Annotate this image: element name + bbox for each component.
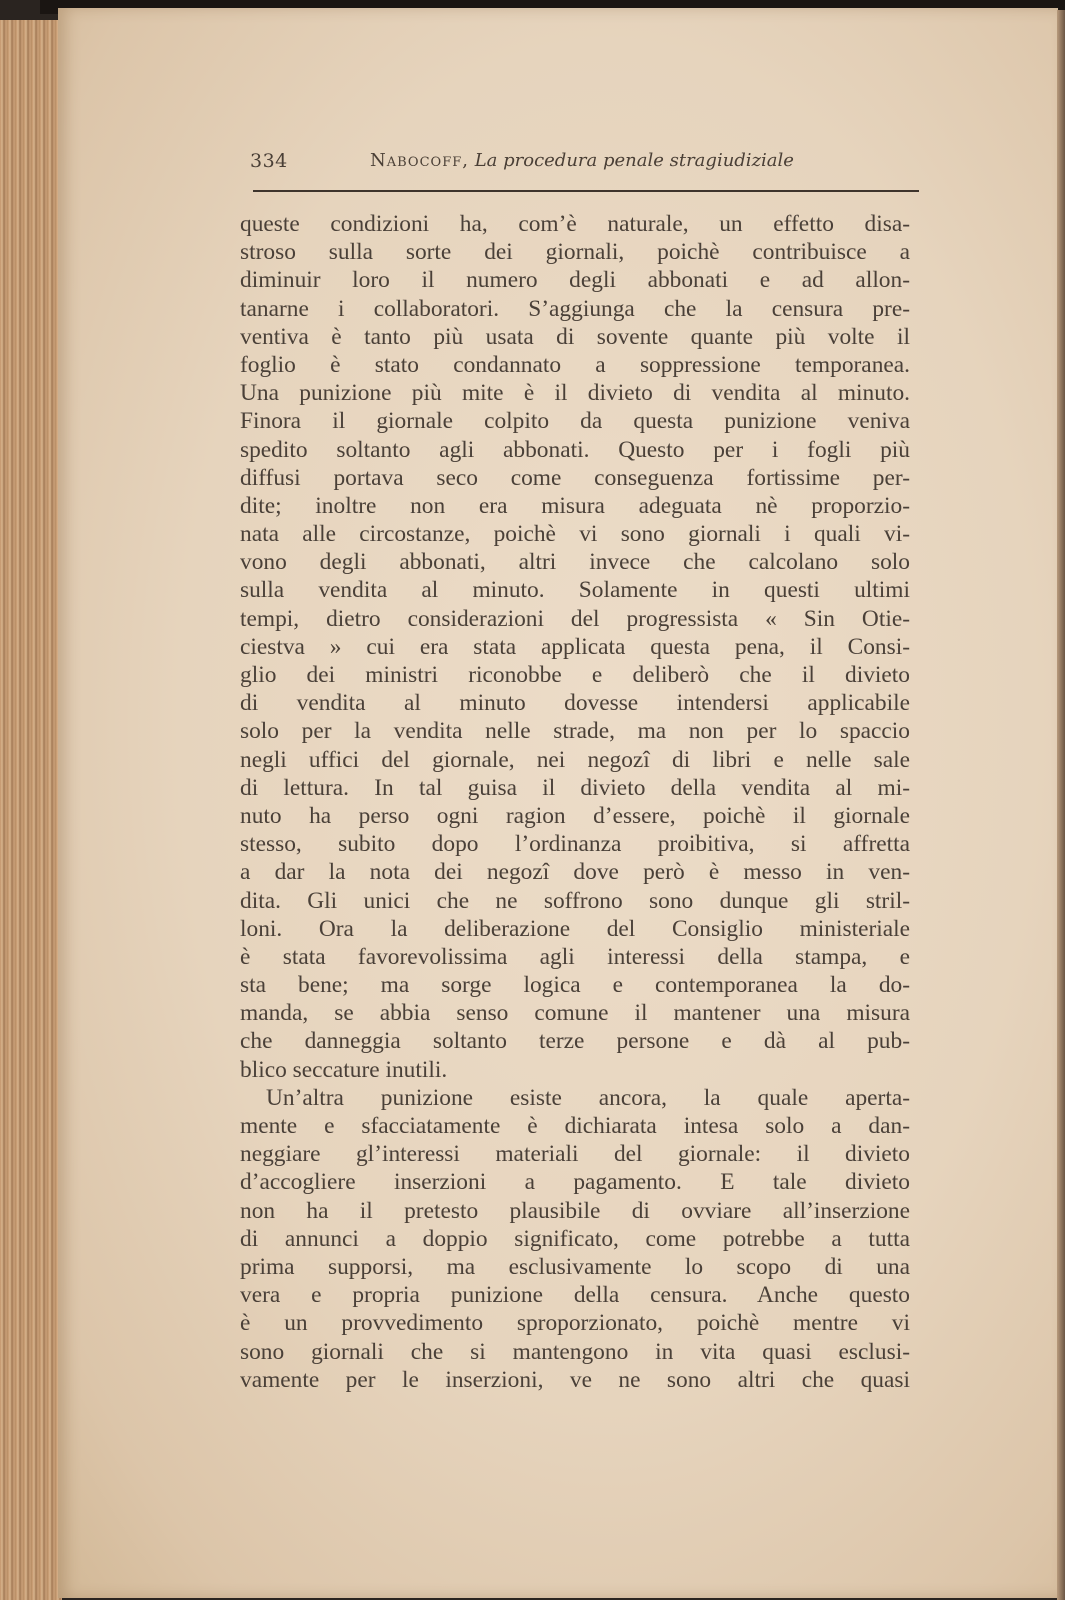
text-line: dita. Gli unici che ne soffrono sono dunque gli stril-: [240, 887, 910, 914]
text-line: sulla vendita al minuto. Solamente in questi ultimi: [240, 577, 910, 604]
text-line: tanarne i collaboratori. S’aggiunga che la censura pre-: [240, 295, 910, 322]
text-line: ciestva » cui era stata applicata questa pena, il Consi-: [240, 633, 910, 660]
text-line: sono giornali che si mantengono in vita quasi esclusi-: [240, 1338, 910, 1365]
text-line: diminuir loro il numero degli abbonati e ad allon-: [240, 267, 910, 294]
running-head-title: La procedura penale stragiudiziale: [474, 150, 794, 171]
text-line: loni. Ora la deliberazione del Consiglio ministeriale: [240, 915, 910, 942]
text-line: non ha il pretesto plausibile di ovviare all’inserzione: [240, 1197, 910, 1224]
text-line: è un provvedimento sproporzionato, poichè mentre vi: [240, 1310, 910, 1337]
text-line: stroso sulla sorte dei giornali, poichè contribuisce a: [240, 239, 910, 266]
text-line: diffusi portava seco come conseguenza fortissime per-: [240, 464, 910, 491]
text-line: mente e sfacciatamente è dichiarata intesa solo a dan-: [240, 1113, 910, 1139]
text-line: prima supporsi, ma esclusivamente lo scopo di una: [240, 1253, 910, 1280]
paragraph-end-line: blico seccature inutili.: [240, 1056, 448, 1083]
text-line: manda, se abbia senso comune il mantener una misura: [240, 1000, 910, 1027]
text-line: foglio è stato condannato a soppressione temporanea.: [240, 351, 910, 378]
text-line: nata alle circostanze, poichè vi sono giornali i quali vi-: [240, 521, 910, 548]
text-line: stesso, subito dopo l’ordinanza proibitiva, si affretta: [240, 831, 910, 858]
text-line: solo per la vendita nelle strade, ma non per lo spaccio: [240, 718, 910, 745]
text-line: sta bene; ma sorge logica e contemporanea la do-: [240, 972, 910, 999]
text-line: nuto ha perso ogni ragion d’essere, poichè il giornale: [240, 802, 910, 829]
text-line: tempi, dietro considerazioni del progressista « Sin Otie-: [240, 605, 910, 632]
running-head-author: Nabocoff,: [370, 150, 469, 171]
page-number: 334: [250, 150, 288, 172]
text-line: di annunci a doppio significato, come potrebbe a tutta: [240, 1225, 910, 1252]
text-line: a dar la nota dei negozî dove però è messo in ven-: [240, 859, 910, 886]
text-line: spedito soltanto agli abbonati. Questo per i fogli più: [240, 436, 910, 463]
running-title: [370, 150, 794, 171]
body-text: [240, 210, 910, 1394]
text-line: ventiva è tanto più usata di sovente quante più volte il: [240, 323, 910, 350]
text-line: di vendita al minuto dovesse intendersi applicabile: [240, 690, 910, 717]
text-line: Una punizione più mite è il divieto di vendita al minuto.: [240, 380, 910, 407]
text-line: vono degli abbonati, altri invece che calcolano solo: [240, 549, 910, 576]
paragraph-start-line: Un’altra punizione esiste ancora, la quale aperta-: [266, 1084, 910, 1111]
text-line: d’accogliere inserzioni a pagamento. E tale divieto: [240, 1169, 910, 1196]
book-page-edges: [0, 20, 62, 1600]
running-head: [250, 150, 910, 180]
text-line: Finora il giornale colpito da questa punizione veniva: [240, 408, 910, 435]
text-line: vera e propria punizione della censura. Anche questo: [240, 1282, 910, 1309]
header-rule: [253, 190, 919, 192]
text-line: glio dei ministri riconobbe e deliberò che il divieto: [240, 662, 910, 688]
text-line: dite; inoltre non era misura adeguata nè proporzio-: [240, 492, 910, 519]
text-line: negli uffici del giornale, nei negozî di libri e nelle sale: [240, 746, 910, 773]
text-line: che danneggia soltanto terze persone e dà al pub-: [240, 1028, 910, 1055]
text-line: è stata favorevolissima agli interessi della stampa, e: [240, 943, 910, 970]
book-right-edge: [1057, 10, 1065, 1600]
text-line: di lettura. In tal guisa il divieto della vendita al mi-: [240, 774, 910, 801]
text-line: neggiare gl’interessi materiali del giornale: il divieto: [240, 1141, 910, 1168]
text-line: queste condizioni ha, com’è naturale, un effetto disa-: [240, 211, 910, 237]
text-line: vamente per le inserzioni, ve ne sono altri che quasi: [240, 1366, 910, 1393]
